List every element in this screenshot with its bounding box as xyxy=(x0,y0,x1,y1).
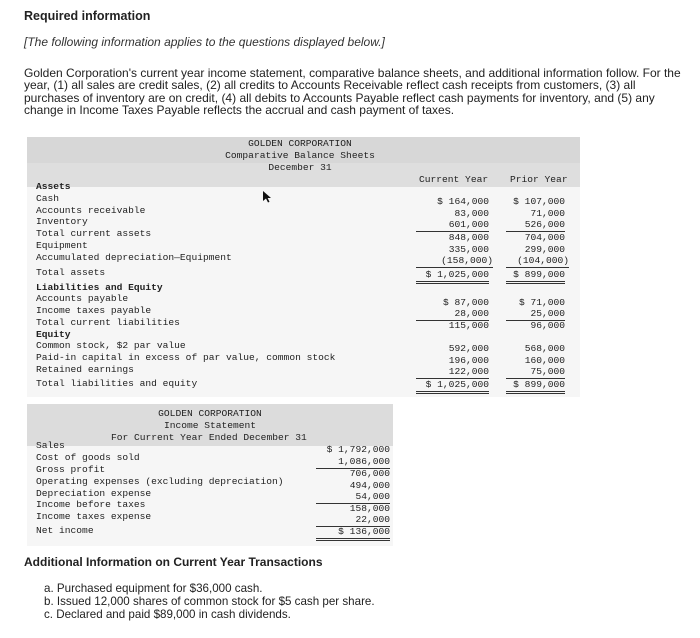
bs-cur-equipment: 335,000 xyxy=(448,244,489,255)
is-label-net-income: Net income xyxy=(36,525,94,536)
bs-label-total-current-assets: Total current assets xyxy=(36,228,152,239)
bs-cur-total-assets: $ 1,025,000 xyxy=(416,269,489,284)
bs-label-cash: Cash xyxy=(36,193,60,204)
bs-cur-inventory: 601,000 xyxy=(416,219,489,232)
is-label-cogs: Cost of goods sold xyxy=(36,452,140,463)
additional-item-a: a. Purchased equipment for $36,000 cash. xyxy=(44,582,263,595)
bs-cur-total-le: $ 1,025,000 xyxy=(416,379,489,394)
bs-cur-cash: $ 164,000 xyxy=(437,196,489,207)
is-label-income-before-taxes: Income before taxes xyxy=(36,499,146,510)
bs-company-name: GOLDEN CORPORATION xyxy=(248,138,352,149)
is-title: Income Statement xyxy=(163,420,257,431)
intro-paragraph: Golden Corporation's current year income statement, comparative balance sheets, and additional information follow. For the year, (1) all sales are credit sales, (2) all credits to Accounts Receivable reflect cash receipts from customers, (3) all purchases of inventory are on credit, (4) all debits to Accounts Payable reflect cash payments for inventory, and (5) any change in Income Taxes Payable reflects the accrual and cash payment of taxes. xyxy=(24,66,681,117)
bs-prior-accum-dep: (104,000) xyxy=(506,255,569,268)
bs-col-current-year: Current Year xyxy=(419,174,489,185)
is-label-gross-profit: Gross profit xyxy=(36,464,106,475)
bs-label-assets: Assets xyxy=(36,181,71,192)
bs-label-accounts-payable: Accounts payable xyxy=(36,293,129,304)
is-period: For Current Year Ended December 31 xyxy=(111,432,307,443)
additional-item-c: c. Declared and paid $89,000 in cash dividends. xyxy=(44,608,291,621)
bs-prior-pic: 160,000 xyxy=(524,355,565,366)
bs-cur-re: 122,000 xyxy=(416,366,489,379)
bs-prior-total-le: $ 899,000 xyxy=(506,379,565,394)
bs-label-accumulated-depreciation: Accumulated depreciation—Equipment xyxy=(36,252,232,263)
bs-label-total-current-liabilities: Total current liabilities xyxy=(36,317,180,328)
is-val-sales: $ 1,792,000 xyxy=(326,444,390,455)
bs-label-equity: Equity xyxy=(36,329,71,340)
bs-label-inventory: Inventory xyxy=(36,216,88,227)
bs-cur-total-current-assets: 848,000 xyxy=(448,232,489,243)
bs-label-common-stock: Common stock, $2 par value xyxy=(36,340,186,351)
bs-label-total-assets: Total assets xyxy=(36,267,106,278)
is-label-income-taxes: Income taxes expense xyxy=(36,511,152,522)
bs-prior-re: 75,000 xyxy=(506,366,565,379)
bs-col-prior-year: Prior Year xyxy=(510,174,568,185)
bs-label-retained-earnings: Retained earnings xyxy=(36,364,134,375)
is-company-name: GOLDEN CORPORATION xyxy=(158,408,262,419)
bs-cur-common-stock: 592,000 xyxy=(448,343,489,354)
bs-label-paid-in-capital: Paid-in capital in excess of par value, common stock xyxy=(36,352,336,363)
is-label-sales: Sales xyxy=(36,440,65,451)
bs-label-equipment: Equipment xyxy=(36,240,88,251)
is-label-operating-expenses: Operating expenses (excluding depreciation) xyxy=(36,476,284,487)
bs-prior-total-assets: $ 899,000 xyxy=(506,269,565,284)
bs-label-liabilities-equity: Liabilities and Equity xyxy=(36,282,163,293)
bs-prior-cash: $ 107,000 xyxy=(513,196,565,207)
bs-prior-inventory: 526,000 xyxy=(506,219,565,232)
bs-label-total-liabilities-equity: Total liabilities and equity xyxy=(36,378,198,389)
is-val-net-income: $ 136,000 xyxy=(316,526,390,541)
is-val-depreciation: 54,000 xyxy=(316,491,390,504)
bs-prior-itp: 25,000 xyxy=(506,308,565,321)
bs-cur-tcl: 115,000 xyxy=(448,320,489,331)
bs-prior-tcl: 96,000 xyxy=(530,320,565,331)
bs-cur-pic: 196,000 xyxy=(448,355,489,366)
bs-cur-ap: $ 87,000 xyxy=(442,297,489,308)
is-val-cogs: 1,086,000 xyxy=(316,456,390,469)
applies-note: [The following information applies to the questions displayed below.] xyxy=(24,35,385,49)
required-information-heading: Required information xyxy=(24,9,151,23)
bs-cur-accum-dep: (158,000) xyxy=(416,255,493,268)
is-val-operating-expenses: 494,000 xyxy=(349,480,390,491)
bs-prior-equipment: 299,000 xyxy=(524,244,565,255)
bs-cur-itp: 28,000 xyxy=(416,308,489,321)
bs-prior-ap: $ 71,000 xyxy=(518,297,565,308)
bs-label-accounts-receivable: Accounts receivable xyxy=(36,205,146,216)
is-val-gross-profit: 706,000 xyxy=(349,468,390,479)
bs-label-income-taxes-payable: Income taxes payable xyxy=(36,305,152,316)
mouse-pointer-icon xyxy=(263,191,273,203)
bs-title: Comparative Balance Sheets xyxy=(225,150,375,161)
is-val-income-taxes: 22,000 xyxy=(316,514,390,527)
is-label-depreciation: Depreciation expense xyxy=(36,488,152,499)
bs-prior-common-stock: 568,000 xyxy=(524,343,565,354)
additional-item-b: b. Issued 12,000 shares of common stock for $5 cash per share. xyxy=(44,595,375,608)
bs-prior-tca: 704,000 xyxy=(524,232,565,243)
bs-date: December 31 xyxy=(268,162,332,173)
additional-info-list xyxy=(44,582,375,621)
is-val-income-before-taxes: 158,000 xyxy=(349,503,390,514)
bs-prior-ar: 71,000 xyxy=(530,208,565,219)
additional-info-heading: Additional Information on Current Year Transactions xyxy=(24,555,323,569)
bs-cur-ar: 83,000 xyxy=(454,208,489,219)
